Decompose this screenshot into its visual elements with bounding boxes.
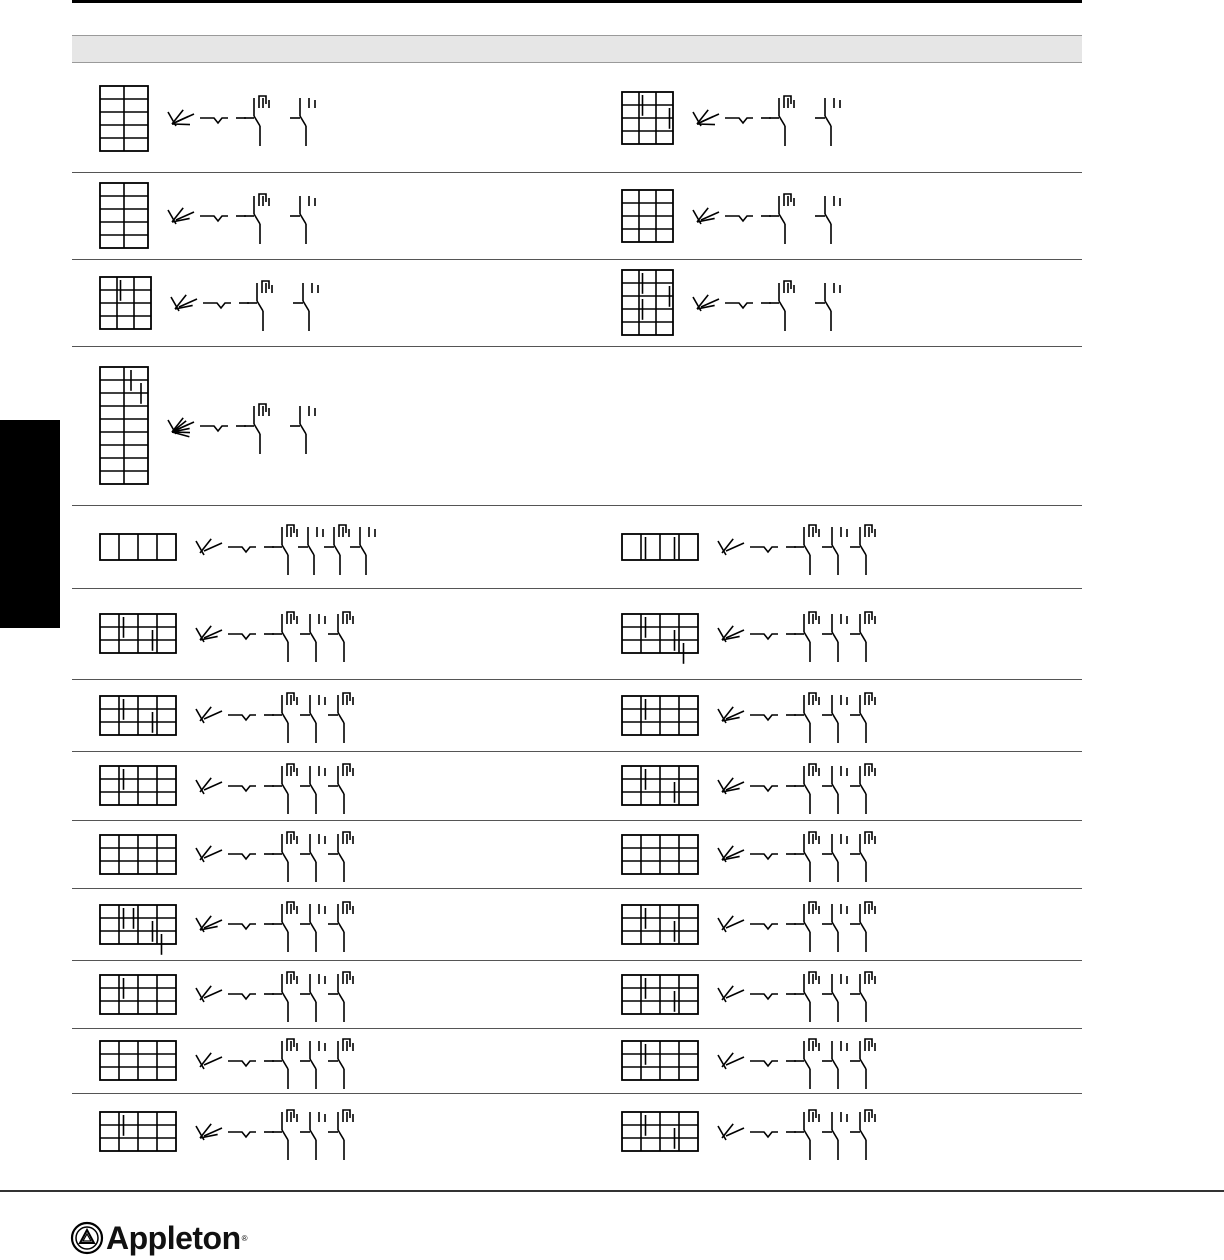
switch-pole bbox=[300, 904, 325, 952]
section-side-tab bbox=[0, 420, 60, 628]
contact-diagram-left-10 bbox=[72, 888, 512, 960]
switch-pole bbox=[272, 1039, 297, 1089]
contact-diagram-left-8 bbox=[72, 751, 512, 820]
contact-diagram-right-11 bbox=[594, 960, 1034, 1028]
switch-position-grid bbox=[622, 270, 673, 335]
contact-diagram-right-10 bbox=[594, 888, 1034, 960]
switch-pole bbox=[272, 612, 297, 662]
switch-pole bbox=[272, 693, 297, 743]
switch-schematic bbox=[693, 281, 840, 331]
switch-position-grid bbox=[622, 975, 698, 1014]
switch-pole bbox=[328, 902, 353, 952]
switch-position-grid bbox=[622, 92, 673, 144]
switch-position-grid bbox=[622, 835, 698, 874]
switch-schematic bbox=[718, 902, 875, 952]
switch-position-grid bbox=[100, 367, 148, 484]
contact-diagram-left-6 bbox=[72, 588, 512, 679]
switch-pole bbox=[822, 614, 847, 662]
switch-pole bbox=[272, 525, 297, 575]
switch-pole bbox=[290, 196, 315, 244]
switch-pole bbox=[850, 525, 875, 575]
contact-diagram-right-7 bbox=[594, 679, 1034, 751]
switch-schematic bbox=[196, 972, 353, 1022]
switch-schematic bbox=[171, 281, 318, 331]
switch-pole bbox=[328, 764, 353, 814]
switch-position-grid bbox=[100, 905, 176, 955]
switch-pole bbox=[822, 904, 847, 952]
switch-pole bbox=[769, 194, 794, 244]
contact-diagram-left-4 bbox=[72, 346, 512, 505]
switch-pole bbox=[300, 974, 325, 1022]
switch-pole bbox=[272, 972, 297, 1022]
switch-position-grid bbox=[622, 696, 698, 735]
contact-diagram-right-9 bbox=[594, 820, 1034, 888]
switch-schematic bbox=[718, 1039, 875, 1089]
contact-diagram-left-3 bbox=[72, 259, 512, 346]
switch-pole bbox=[328, 1039, 353, 1089]
switch-pole bbox=[794, 693, 819, 743]
switch-pole bbox=[324, 525, 349, 575]
switch-schematic bbox=[168, 194, 315, 244]
switch-pole bbox=[850, 1039, 875, 1089]
switch-position-grid bbox=[100, 534, 176, 560]
contact-diagram-left-11 bbox=[72, 960, 512, 1028]
footer-rule bbox=[0, 1190, 1224, 1192]
switch-pole bbox=[290, 98, 315, 146]
switch-position-grid bbox=[622, 905, 698, 944]
switch-pole bbox=[822, 695, 847, 743]
switch-schematic bbox=[196, 902, 353, 952]
switch-pole bbox=[328, 612, 353, 662]
switch-position-grid bbox=[100, 277, 151, 329]
switch-schematic bbox=[196, 832, 353, 882]
switch-pole bbox=[822, 834, 847, 882]
switch-schematic bbox=[718, 525, 875, 575]
switch-pole bbox=[794, 902, 819, 952]
switch-pole bbox=[328, 693, 353, 743]
contact-diagram-left-2 bbox=[72, 172, 512, 259]
switch-schematic bbox=[693, 194, 840, 244]
switch-schematic bbox=[718, 1110, 875, 1160]
switch-pole bbox=[328, 832, 353, 882]
switch-position-grid bbox=[100, 183, 148, 248]
switch-position-grid bbox=[100, 835, 176, 874]
switch-schematic bbox=[718, 693, 875, 743]
switch-pole bbox=[300, 1112, 325, 1160]
switch-pole bbox=[298, 527, 323, 575]
switch-position-grid bbox=[100, 766, 176, 805]
switch-pole bbox=[769, 281, 794, 331]
switch-pole bbox=[300, 1041, 325, 1089]
switch-pole bbox=[850, 832, 875, 882]
switch-pole bbox=[328, 972, 353, 1022]
switch-pole bbox=[290, 406, 315, 454]
switch-position-grid bbox=[100, 86, 148, 151]
contact-diagram-right-1 bbox=[594, 64, 1034, 172]
switch-pole bbox=[815, 98, 840, 146]
switch-pole bbox=[794, 832, 819, 882]
switch-pole bbox=[794, 612, 819, 662]
switch-schematic bbox=[196, 1110, 353, 1160]
switch-schematic bbox=[196, 764, 353, 814]
switch-pole bbox=[822, 527, 847, 575]
switch-schematic bbox=[718, 972, 875, 1022]
switch-position-grid bbox=[622, 766, 698, 805]
brand-footer bbox=[70, 1218, 248, 1258]
switch-pole bbox=[293, 283, 318, 331]
contact-diagram-right-6 bbox=[594, 588, 1034, 679]
switch-pole bbox=[850, 1110, 875, 1160]
switch-pole bbox=[850, 764, 875, 814]
switch-pole bbox=[328, 1110, 353, 1160]
switch-pole bbox=[850, 612, 875, 662]
switch-position-grid bbox=[100, 975, 176, 1014]
contact-diagram-left-9 bbox=[72, 820, 512, 888]
contact-diagram-right-2 bbox=[594, 172, 1034, 259]
switch-pole bbox=[300, 834, 325, 882]
switch-schematic bbox=[196, 525, 375, 575]
switch-pole bbox=[815, 283, 840, 331]
contact-diagram-right-13 bbox=[594, 1093, 1034, 1170]
switch-schematic bbox=[718, 832, 875, 882]
switch-pole bbox=[794, 1039, 819, 1089]
switch-pole bbox=[850, 902, 875, 952]
contact-diagram-right-5 bbox=[594, 505, 1034, 588]
switch-pole bbox=[350, 527, 375, 575]
switch-pole bbox=[794, 764, 819, 814]
switch-position-grid bbox=[622, 614, 698, 664]
registered-mark: ® bbox=[241, 1233, 248, 1243]
switch-position-grid bbox=[622, 1041, 698, 1080]
switch-position-grid bbox=[100, 696, 176, 735]
switch-schematic bbox=[168, 96, 315, 146]
switch-schematic bbox=[196, 1039, 353, 1089]
switch-position-grid bbox=[622, 1112, 698, 1151]
switch-pole bbox=[244, 96, 269, 146]
switch-pole bbox=[822, 1041, 847, 1089]
switch-pole bbox=[272, 902, 297, 952]
contact-diagram-left-1 bbox=[72, 64, 512, 172]
contact-diagram-right-3 bbox=[594, 259, 1034, 346]
switch-pole bbox=[272, 1110, 297, 1160]
switch-pole bbox=[272, 832, 297, 882]
switch-pole bbox=[244, 404, 269, 454]
switch-position-grid bbox=[100, 1112, 176, 1151]
switch-pole bbox=[300, 766, 325, 814]
switch-position-grid bbox=[100, 614, 176, 653]
switch-pole bbox=[300, 614, 325, 662]
switch-position-grid bbox=[100, 1041, 176, 1080]
switch-schematic bbox=[718, 764, 875, 814]
switch-pole bbox=[822, 974, 847, 1022]
switch-position-grid bbox=[622, 534, 698, 560]
switch-pole bbox=[822, 766, 847, 814]
switch-position-grid bbox=[622, 190, 673, 242]
switch-schematic bbox=[693, 96, 840, 146]
switch-pole bbox=[272, 764, 297, 814]
switch-pole bbox=[794, 525, 819, 575]
table-header-bar bbox=[72, 35, 1082, 63]
switch-schematic bbox=[718, 612, 875, 662]
switch-pole bbox=[850, 972, 875, 1022]
switch-pole bbox=[247, 281, 272, 331]
switch-pole bbox=[794, 1110, 819, 1160]
switch-pole bbox=[850, 693, 875, 743]
contact-diagram-left-12 bbox=[72, 1028, 512, 1093]
switch-pole bbox=[769, 96, 794, 146]
switch-schematic bbox=[196, 612, 353, 662]
contact-diagram-right-12 bbox=[594, 1028, 1034, 1093]
switch-pole bbox=[794, 972, 819, 1022]
switch-pole bbox=[244, 194, 269, 244]
appleton-triangle-logo-icon bbox=[70, 1221, 104, 1255]
contact-diagram-left-13 bbox=[72, 1093, 512, 1170]
brand-name: Appleton bbox=[106, 1219, 241, 1256]
switch-pole bbox=[822, 1112, 847, 1160]
contact-diagram-left-5 bbox=[72, 505, 512, 588]
contact-diagram-left-7 bbox=[72, 679, 512, 751]
switch-pole bbox=[815, 196, 840, 244]
contact-diagram-right-8 bbox=[594, 751, 1034, 820]
switch-schematic bbox=[168, 404, 315, 454]
top-rule bbox=[72, 0, 1082, 3]
switch-pole bbox=[300, 695, 325, 743]
switch-schematic bbox=[196, 693, 353, 743]
